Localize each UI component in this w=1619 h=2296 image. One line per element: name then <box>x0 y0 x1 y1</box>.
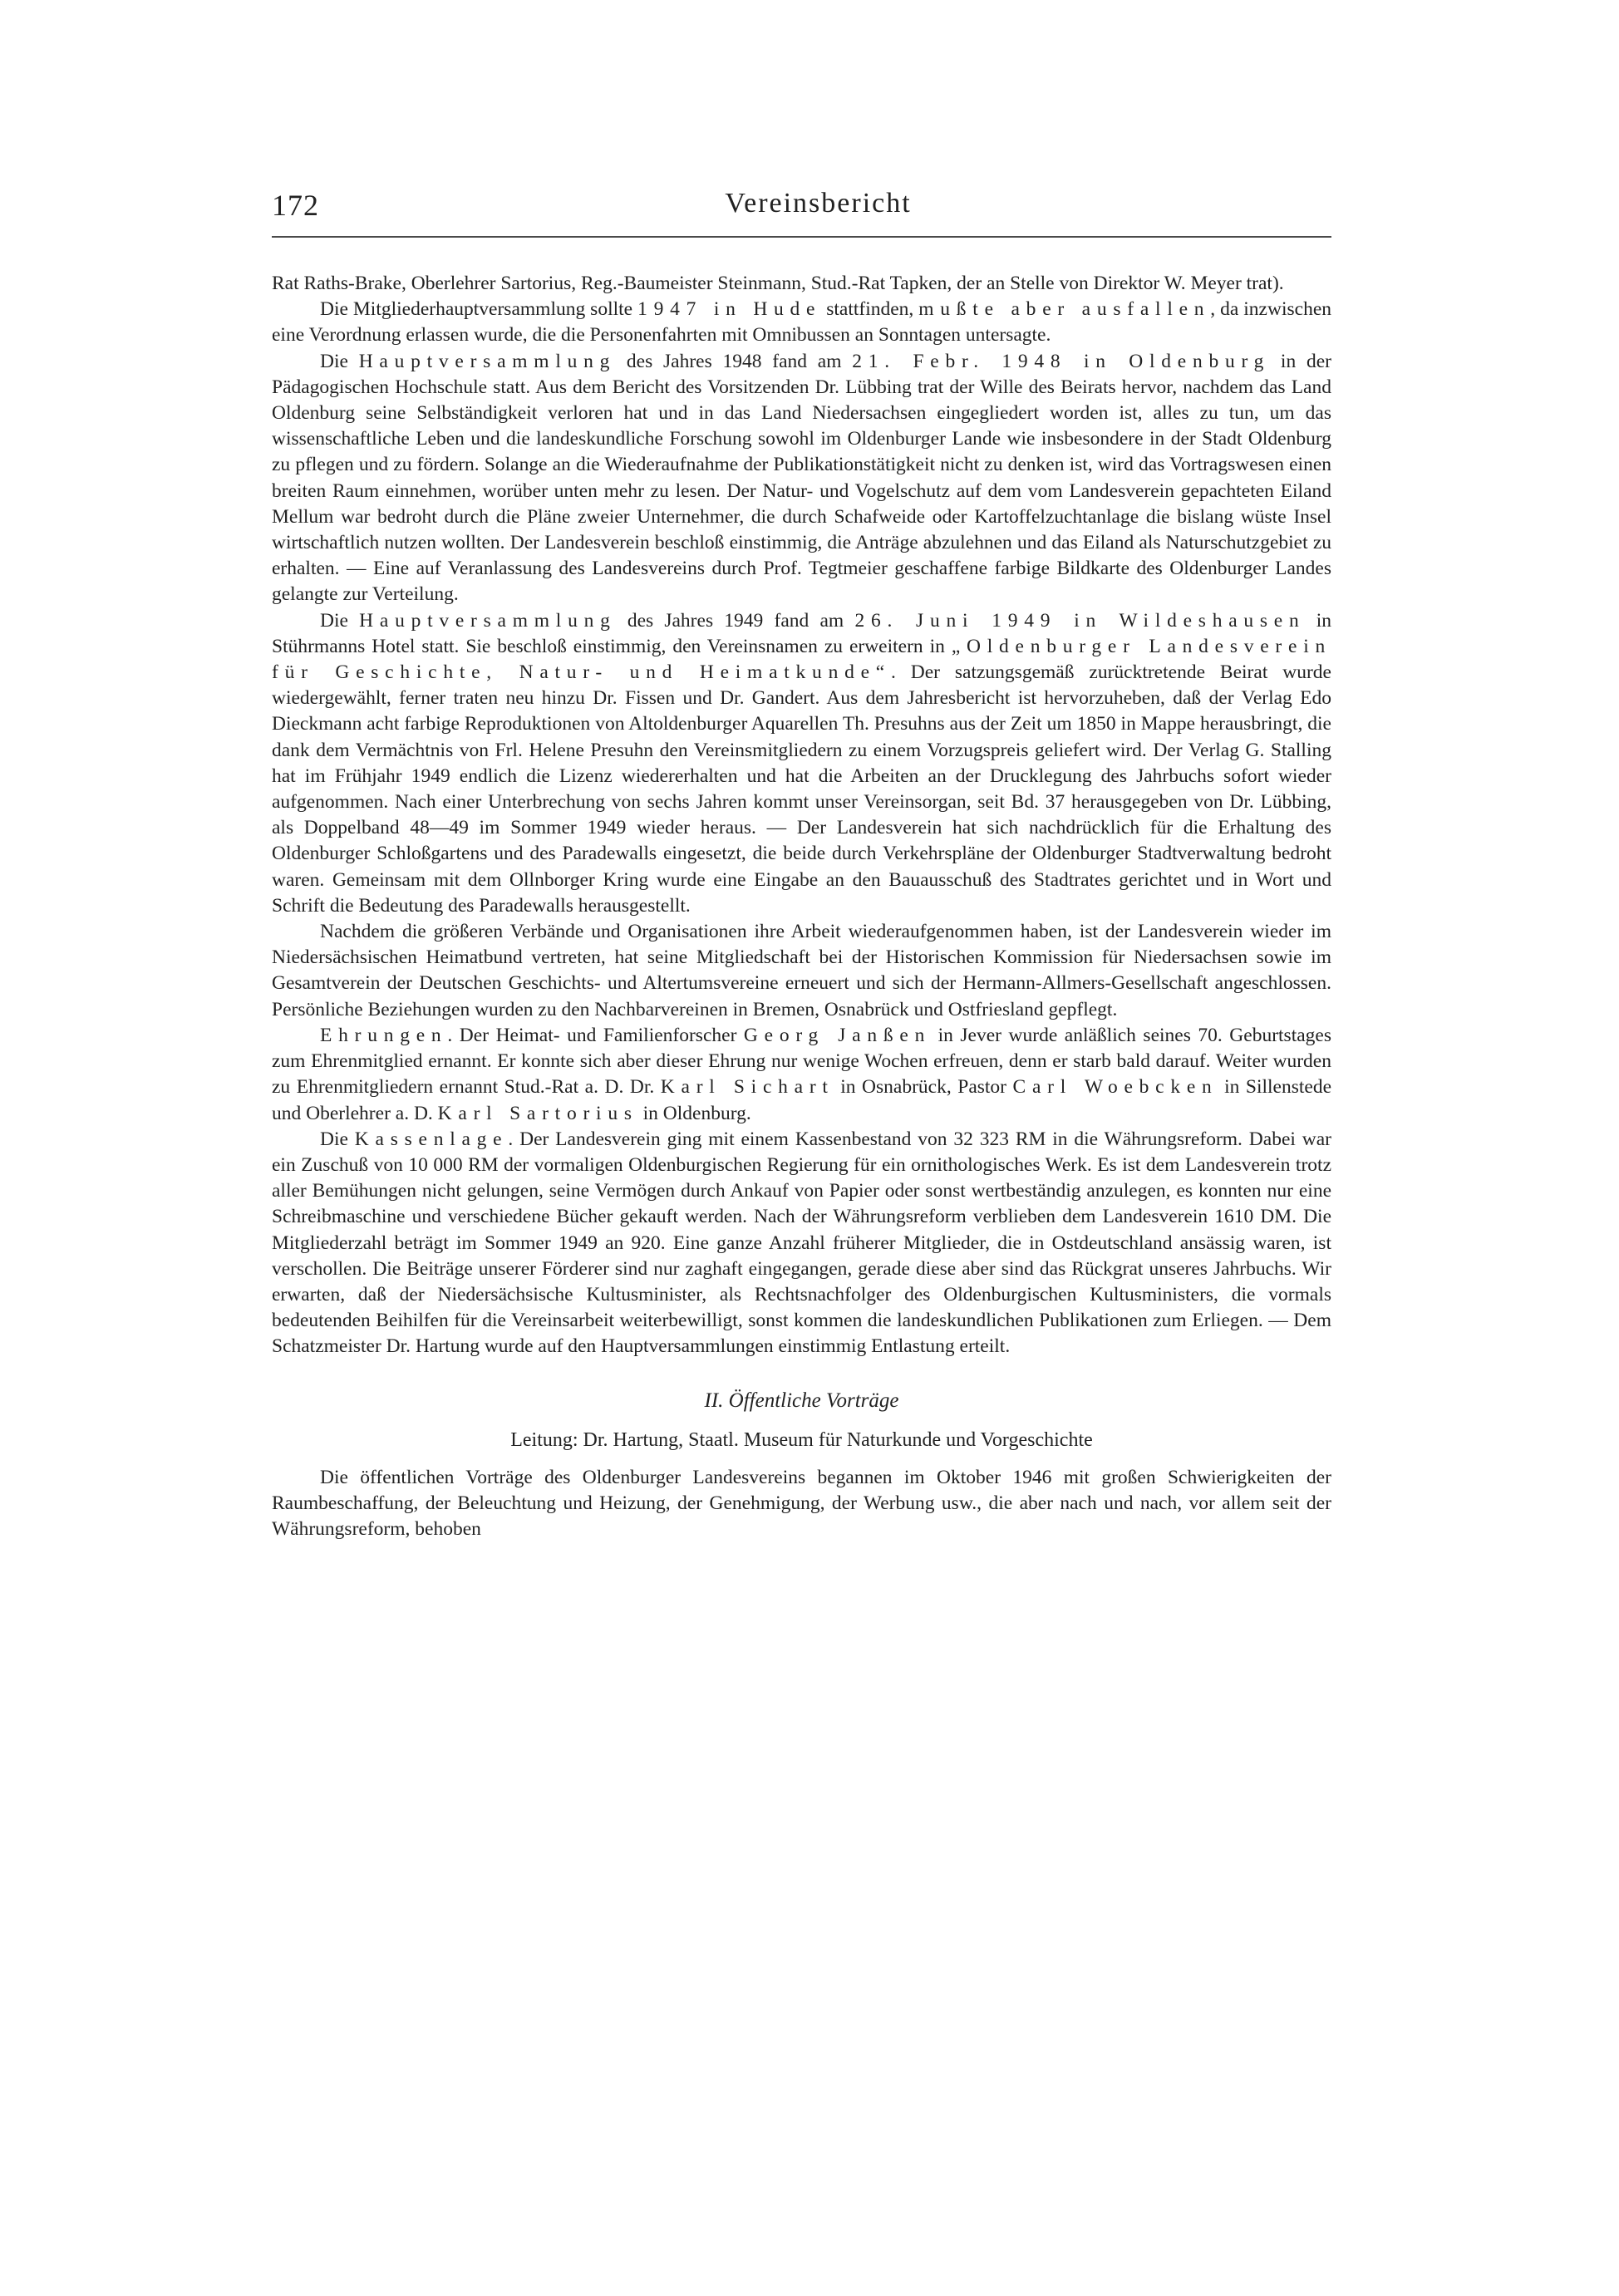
spaced-text: „Oldenburger Landesverein für Geschichte, Natur- und Heimatkunde“ <box>272 635 1331 684</box>
document-page <box>272 188 1331 1542</box>
spaced-text: Karl Sichart <box>660 1076 834 1099</box>
paragraph-assembly-1949: Die Hauptversammlung des Jahres 1949 fand am 26. Juni 1949 in Wildeshausen in Stührmanns Hotel statt. Sie beschloß einstimmig, den Vereinsnamen zu erweitern in „Oldenburger Landesverein für Geschichte, Natur- und Heimatkunde“. Der satzungsgemäß zurücktretende Beirat wurde wiedergewählt, ferner traten neu hinzu Dr. Fissen und Dr. Gandert. Aus dem Jahresbericht ist hervorzuheben, daß der Verlag Edo Dieckmann acht farbige Reproduktionen von Altoldenburger Aquarellen Th. Presuhns aus der Zeit um 1850 in Mappe herausbringt, die dank dem Vermächtnis von Frl. Helene Presuhn den Vereinsmitgliedern zu einem Vorzugspreis geliefert wird. Der Verlag G. Stalling hat im Frühjahr 1949 endlich die Lizenz wiedererhalten und hat die Arbeiten an der Drucklegung des Jahrbuchs sofort wieder aufgenommen. Nach einer Unterbrechung von sechs Jahren kommt unser Vereinsorgan, seit Bd. 37 herausgegeben von Dr. Lübbing, als Doppelband 48—49 im Sommer 1949 wieder heraus. — Der Landesverein hat sich nachdrücklich für die Erhaltung des Oldenburger Schloßgartens und des Paradewalls eingesetzt, die beide durch Verkehrspläne der Oldenburger Stadtverwaltung bedroht waren. Gemeinsam mit dem Ollnborger Kring wurde eine Eingabe an den Bauausschuß des Stadtrates gerichtet und in Wort und Schrift die Bedeutung des Paradewalls herausgestellt. <box>272 609 1331 917</box>
page-number: 172 <box>272 189 319 222</box>
spaced-text: 21. Febr. 1948 in Oldenburg <box>852 350 1271 372</box>
running-title: Vereinsbericht <box>725 188 912 219</box>
section-heading: II. Öffentliche Vorträge <box>704 1389 899 1412</box>
spaced-text: Georg Janßen <box>743 1024 932 1046</box>
spaced-text: Kassenlage <box>354 1128 509 1150</box>
spaced-text: mußte aber ausfallen <box>918 298 1211 321</box>
paragraph-assembly-1948: Die Hauptversammlung des Jahres 1948 fand am 21. Febr. 1948 in Oldenburg in der Pädagogischen Hochschule statt. Aus dem Bericht des Vorsitzenden Dr. Lübbing trat der Wille des Beirats hervor, nachdem das Land Oldenburg seine Selbständigkeit verloren hat und in das Land Niedersachsen eingegliedert worden ist, alles zu tun, um das wissenschaftliche Leben und die landeskundliche Forschung sowohl im Oldenburger Lande wie insbesondere in der Stadt Oldenburg zu pflegen und zu fördern. Solange an die Wiederaufnahme der Publikationstätigkeit nicht zu denken ist, wird das Vortragswesen einen breiten Raum einnehmen, worüber unten mehr zu lesen. Der Natur- und Vogelschutz auf dem vom Landesverein gepachteten Eiland Mellum war bedroht durch die Pläne zweier Unternehmer, die durch Schafweide oder Kartoffelzuchtanlage die bislang wüste Insel wirtschaftlich nutzen wollten. Der Landesverein beschloß einstimmig, die Anträge abzulehnen und das Eiland als Naturschutzgebiet zu erhalten. — Eine auf Veranlassung des Landesvereins durch Prof. Tegtmeier geschaffene farbige Bildkarte des Oldenburger Landes gelangte zur Verteilung. <box>272 350 1331 606</box>
paragraph-associations: Nachdem die größeren Verbände und Organisationen ihre Arbeit wiederaufgenommen haben, ist der Landesverein wieder im Niedersächsischen Heimatbund vertreten, hat seine Mitgliedschaft bei der Historischen Kommission für Niedersachsen sowie im Gesamtverein der Deutschen Geschichts- und Altertumsvereine erneuert und sich der Hermann-Allmers-Gesellschaft angeschlossen. Persönliche Beziehungen wurden zu den Nachbarvereinen in Bremen, Osnabrück und Ostfriesland gepflegt. <box>272 921 1331 1020</box>
paragraph-board-members: Rat Raths-Brake, Oberlehrer Sartorius, Reg.-Baumeister Steinmann, Stud.-Rat Tapken, der an Stelle von Direktor W. Meyer trat). <box>272 273 1284 294</box>
paragraph-finances: Die Kassenlage. Der Landesverein ging mit einem Kassenbestand von 32 323 RM in die Währungsreform. Dabei war ein Zuschuß von 10 000 RM der vormaligen Oldenburgischen Regierung für ein ornithologisches Werk. Es ist dem Landesverein trotz aller Bemühungen nicht gelungen, seine Vermögen durch Ankauf von Papier oder sonst wertbeständig anzulegen, es konnten nur eine Schreibmaschine und verschiedene Bücher gekauft werden. Nach der Währungsreform verblieben dem Landesverein 1610 DM. Die Mitgliederzahl beträgt im Sommer 1949 an 920. Eine ganze Anzahl früherer Mitglieder, die in Ostdeutschland ansässig waren, ist verschollen. Die Beiträge unserer Förderer sind nur zaghaft eingegangen, gerade diese aber sind das Rückgrat unseres Jahrbuchs. Wir erwarten, daß der Niedersächsische Kultusminister, als Rechtsnachfolger des Oldenburgischen Kultusministers, die vormals bedeutenden Beihilfen für die Vereinsarbeit weiterbewilligt, sonst kommen die landeskundlichen Publikationen zum Erliegen. — Dem Schatzmeister Dr. Hartung wurde auf den Hauptversammlungen einstimmig Entlastung erteilt. <box>272 1128 1331 1358</box>
spaced-text: Hauptversammlung <box>359 609 617 632</box>
paragraph-honors: Ehrungen. Der Heimat- und Familienforscher Georg Janßen in Jever wurde anläßlich seines 70. Geburtstages zum Ehrenmitglied ernannt. Er konnte sich aber dieser Ehrung nur wenige Wochen erfreuen, denn er starb bald darauf. Weiter wurden zu Ehrenmitgliedern ernannt Stud.-Rat a. D. Dr. Karl Sichart in Osnabrück, Pastor Carl Woebcken in Sillenstede und Oberlehrer a. D. Karl Sartorius in Oldenburg. <box>272 1024 1331 1124</box>
spaced-text: 1947 in Hude <box>637 298 822 321</box>
spaced-text: Karl Sartorius <box>437 1102 638 1124</box>
spaced-text: 26. Juni 1949 in Wildeshausen <box>854 609 1306 632</box>
paragraph-lectures: Die öffentlichen Vorträge des Oldenburger Landesvereins begannen im Oktober 1946 mit großen Schwierigkeiten der Raumbeschaffung, der Beleuchtung und Heizung, der Genehmigung, der Werbung usw., die aber nach und nach, vor allem seit der Währungsreform, behoben <box>272 1466 1331 1540</box>
section-subheading: Leitung: Dr. Hartung, Staatl. Museum für Naturkunde und Vorgeschichte <box>510 1428 1093 1451</box>
page-header <box>272 188 1331 238</box>
spaced-text: Hauptversammlung <box>358 350 617 372</box>
body-text <box>272 271 1331 1542</box>
paragraph-assembly-1947: Die Mitgliederhauptversammlung sollte 1947 in Hude stattfinden, mußte aber ausfallen, da inzwischen eine Verordnung erlassen wurde, die die Personenfahrten mit Omnibussen an Sonntagen untersagte. <box>272 298 1331 347</box>
spaced-text: Carl Woebcken <box>1012 1076 1218 1099</box>
spaced-text: Ehrungen <box>320 1024 448 1046</box>
